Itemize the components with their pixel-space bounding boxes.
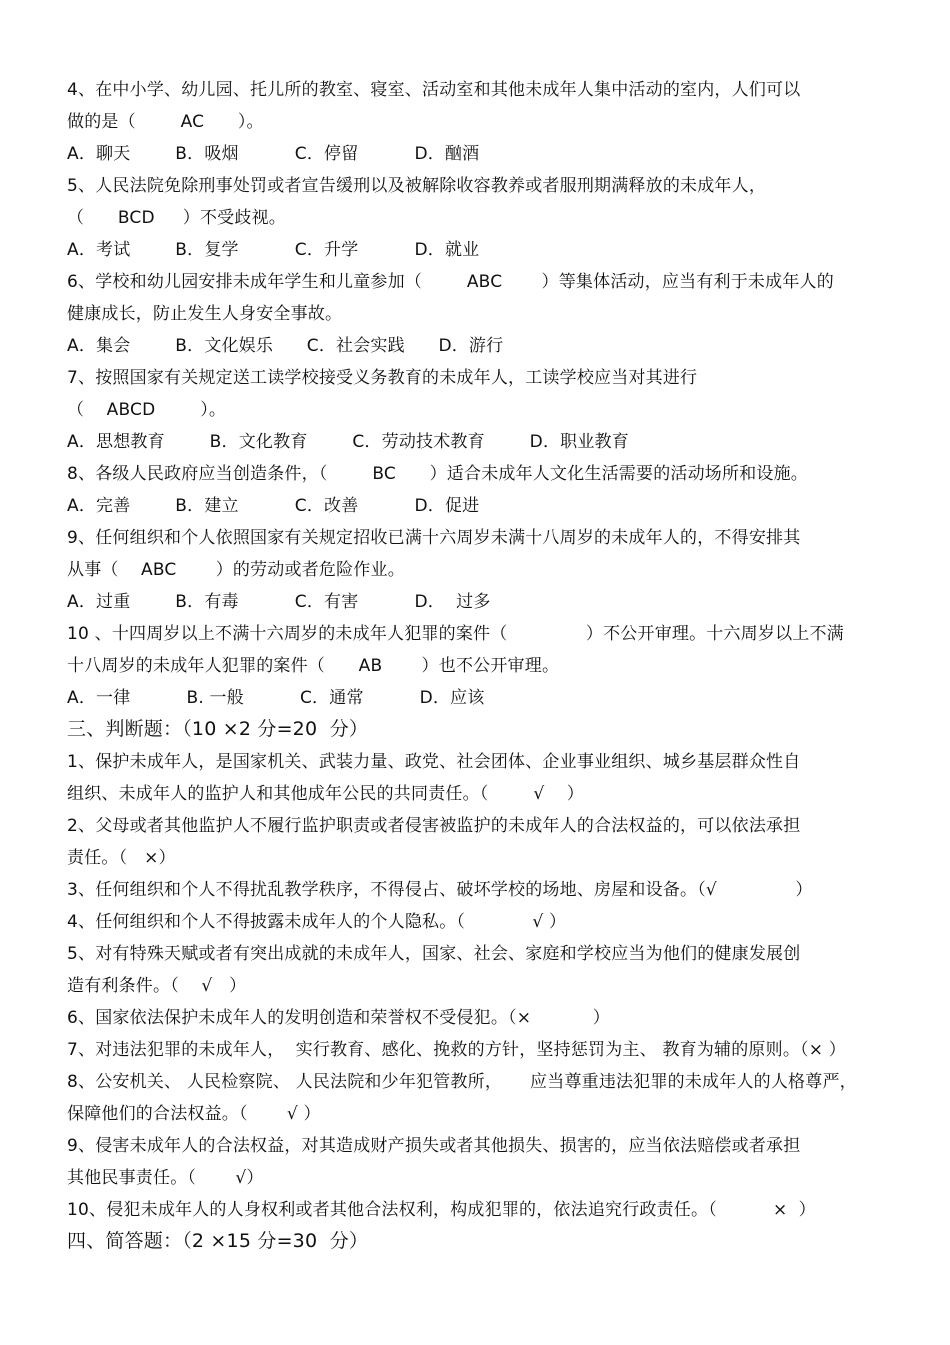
section-3-title: 三、判断题：（10 ×2 分=20 分） — [67, 718, 369, 740]
section-4-title: 四、简答题：（2 ×15 分=30 分） — [67, 1230, 369, 1252]
judgement-3-text: 3、任何组织和个人不得扰乱教学秩序，不得侵占、破坏学校的场地、房屋和设备。（√ ） — [67, 880, 813, 900]
question-4-text: 4、在中小学、幼儿园、托儿所的教室、寝室、活动室和其他未成年人集中活动的室内，人们可以 — [67, 80, 801, 100]
question-7-answer-line: （ ABCD ）。 — [67, 400, 227, 420]
question-7-options: A．思想教育 B．文化教育 C．劳动技术教育 D．职业教育 — [67, 432, 629, 452]
question-9-answer-line: 从事（ ABC ）的劳动或者危险作业。 — [67, 560, 405, 580]
question-10-answer-line: 十八周岁的未成年人犯罪的案件（ AB ）也不公开审理。 — [67, 656, 560, 676]
question-9-options: A．过重 B．有毒 C．有害 D． 过多 — [67, 592, 491, 612]
judgement-7-text: 7、对违法犯罪的未成年人， 实行教育、感化、挽救的方针，坚持惩罚为主、 教育为辅的原则。（× ） — [67, 1040, 846, 1060]
question-10-options: A．一律 B. 一般 C．通常 D．应该 — [67, 688, 485, 708]
question-5-text: 5、人民法院免除刑事处罚或者宣告缓刑以及被解除收容教养或者服刑期满释放的未成年人， — [67, 176, 767, 196]
judgement-5-text: 5、对有特殊天赋或者有突出成就的未成年人，国家、社会、家庭和学校应当为他们的健康发展创 — [67, 944, 801, 964]
question-4-answer-line: 做的是（ AC ）。 — [67, 112, 264, 132]
judgement-1-answer-line: 组织、未成年人的监护人和其他成年公民的共同责任。（ √ ） — [67, 784, 584, 804]
question-8-text: 8、各级人民政府应当创造条件，（ BC ）适合未成年人文化生活需要的活动场所和设施。 — [67, 464, 809, 484]
question-9-text: 9、任何组织和个人依照国家有关规定招收已满十六周岁未满十八周岁的未成年人的，不得安排其 — [67, 528, 801, 548]
judgement-6-text: 6、国家依法保护未成年人的发明创造和荣誉权不受侵犯。（× ） — [67, 1008, 611, 1028]
question-6-text: 6、学校和幼儿园安排未成年学生和儿童参加（ ABC ）等集体活动，应当有利于未成年人的 — [67, 272, 834, 292]
judgement-8-answer-line: 保障他们的合法权益。（ √ ） — [67, 1104, 321, 1124]
judgement-5-answer-line: 造有利条件。（ √ ） — [67, 976, 247, 996]
question-5-answer-line: （ BCD ）不受歧视。 — [67, 208, 286, 228]
judgement-1-text: 1、保护未成年人，是国家机关、武装力量、政党、社会团体、企业事业组织、城乡基层群众性自 — [67, 752, 801, 772]
question-6-answer-line: 健康成长，防止发生人身安全事故。 — [67, 304, 343, 324]
judgement-2-answer-line: 责任。（ ×） — [67, 848, 176, 868]
question-6-options: A．集会 B．文化娱乐 C．社会实践 D．游行 — [67, 336, 504, 356]
judgement-9-answer-line: 其他民事责任。（ √） — [67, 1168, 264, 1188]
judgement-4-text: 4、任何组织和个人不得披露未成年人的个人隐私。（ √ ） — [67, 912, 567, 932]
question-5-options: A．考试 B．复学 C．升学 D．就业 — [67, 240, 480, 260]
question-8-options: A．完善 B．建立 C．改善 D．促进 — [67, 496, 480, 516]
judgement-9-text: 9、侵害未成年人的合法权益，对其造成财产损失或者其他损失、损害的，应当依法赔偿或者承担 — [67, 1136, 801, 1156]
question-10-text: 10 、十四周岁以上不满十六周岁的未成年人犯罪的案件（ ）不公开审理。十六周岁以上不满 — [67, 624, 844, 644]
question-4-options: A．聊天 B．吸烟 C．停留 D．酗酒 — [67, 144, 480, 164]
judgement-2-text: 2、父母或者其他监护人不履行监护职责或者侵害被监护的未成年人的合法权益的，可以依法承担 — [67, 816, 801, 836]
question-7-text: 7、按照国家有关规定送工读学校接受义务教育的未成年人，工读学校应当对其进行 — [67, 368, 698, 388]
judgement-8-text: 8、公安机关、 人民检察院、 人民法院和少年犯管教所， 应当尊重违法犯罪的未成年人的人格尊严， — [67, 1072, 857, 1092]
judgement-10-text: 10、侵犯未成年人的人身权利或者其他合法权利，构成犯罪的，依法追究行政责任。（ × ） — [67, 1200, 816, 1220]
